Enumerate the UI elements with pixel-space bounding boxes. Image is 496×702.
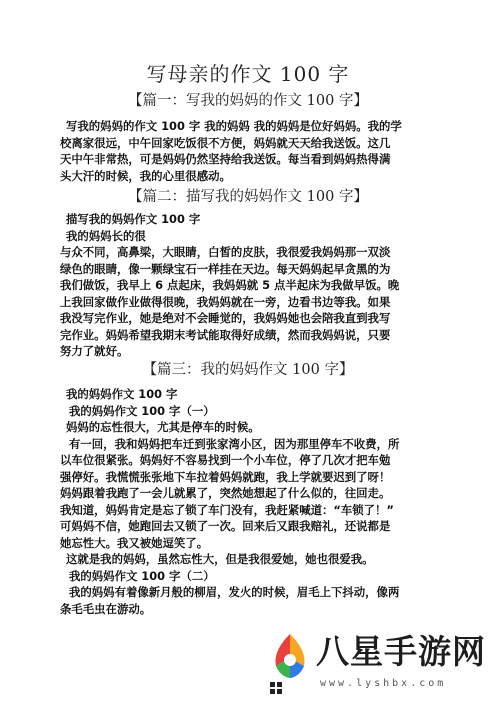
paragraph-line: 妈妈跟着我跑了一会儿就累了，突然她想起了什么似的，往回走。 (60, 486, 391, 500)
watermark-brand-text: 八星手游网 (316, 632, 486, 671)
paragraph-line: 我的妈妈有着像新月般的柳眉，发火的时候，眉毛上下抖动，像两 (69, 585, 400, 599)
paragraph-line: 校离家很远，中午回家吃饭很不方便，妈妈就天天给我送饭。这几 (60, 135, 391, 150)
section-body-1 (60, 118, 432, 184)
paragraph-line: 与众不同，高鼻梁，大眼睛，白皙的皮肤，我很爱我妈妈那一双淡 (60, 245, 391, 259)
paragraph-line: 妈妈的忘性很大，尤其是停车的时候。 (66, 420, 260, 434)
paragraph-line: 我知道，妈妈肯定是忘了锁了车门没有，我赶紧喊道：“车锁了！” (60, 502, 394, 517)
paragraph-line: 绿色的眼睛，像一颗绿宝石一样挂在天边。每天妈妈起早贪黑的为 (60, 261, 391, 276)
grid-icon (270, 682, 282, 694)
paragraph-line: 努力了就好。 (60, 344, 129, 358)
paragraph-line: 我没写完作业，她是绝对不会睡觉的，我妈妈她也会陪我直到我写 (60, 311, 391, 325)
section-heading-1: 【篇一：写我的妈妈的作文 100 字】 (128, 93, 368, 109)
paragraph-line: 上我回家做作业做得很晚，我妈妈就在一旁，边看书边等我。如果 (60, 294, 391, 309)
paragraph-line: 可妈妈不信，她跑回去又锁了一次。回来后又跟我赔礼，还说都是 (60, 519, 391, 533)
paragraph-line: 我的妈妈作文 100 字 (66, 387, 178, 401)
brand-logo-icon (268, 632, 312, 680)
site-watermark (262, 628, 496, 702)
paragraph-line: 条毛毛虫在游动。 (60, 601, 152, 616)
paragraph-line: 我们做饭，我早上 6 点起床，我妈妈就 5 点半起床为我做早饭。晚 (60, 278, 400, 292)
paragraph-line: 以车位很紧张。妈妈好不容易找到一个小车位，停了几次才把车勉 (60, 453, 391, 467)
watermark-url: www.lyshbx.com (320, 678, 447, 689)
section-heading-2: 【篇二：描写我的妈妈作文 100 字】 (128, 189, 368, 205)
paragraph-line: 完作业。妈妈希望我期末考试能取得好成绩，然而我妈妈说，只要 (60, 327, 391, 342)
paragraph-line: 描写我的妈妈作文 100 字 (66, 212, 201, 226)
section-body-2 (60, 211, 432, 360)
paragraph-line: 有一回，我和妈妈把车迁到张家湾小区，因为那里停车不收费，所 (69, 436, 400, 451)
paragraph-line: 她忘性大。我又被她逗笑了。 (60, 535, 209, 550)
paragraph-line: 头大汗的时候，我的心里很感动。 (60, 168, 231, 183)
paragraph-line: 我的妈妈作文 100 字（一） (69, 403, 215, 418)
paragraph-line: 我的妈妈长的很 (66, 228, 146, 243)
paragraph-line: 强停好。我慌慌张张地下车拉着妈妈就跑，我上学就要迟到了呀！ (60, 469, 391, 484)
section-body-3 (60, 386, 432, 617)
section-heading-3: 【篇三：我的妈妈作文 100 字】 (142, 362, 354, 378)
paragraph-line: 写我的妈妈的作文 100 字 我的妈妈 我的妈妈是位好妈妈。我的学 (66, 119, 402, 133)
paragraph-line: 这就是我的妈妈，虽然忘性大，但是我很爱她，她也很爱我。 (66, 552, 374, 566)
paragraph-line: 天中午非常热，可是妈妈仍然坚持给我送饭。每当看到妈妈热得满 (60, 152, 391, 166)
page-title: 写母亲的作文 100 字 (146, 62, 350, 86)
paragraph-line: 我的妈妈作文 100 字（二） (69, 568, 215, 583)
